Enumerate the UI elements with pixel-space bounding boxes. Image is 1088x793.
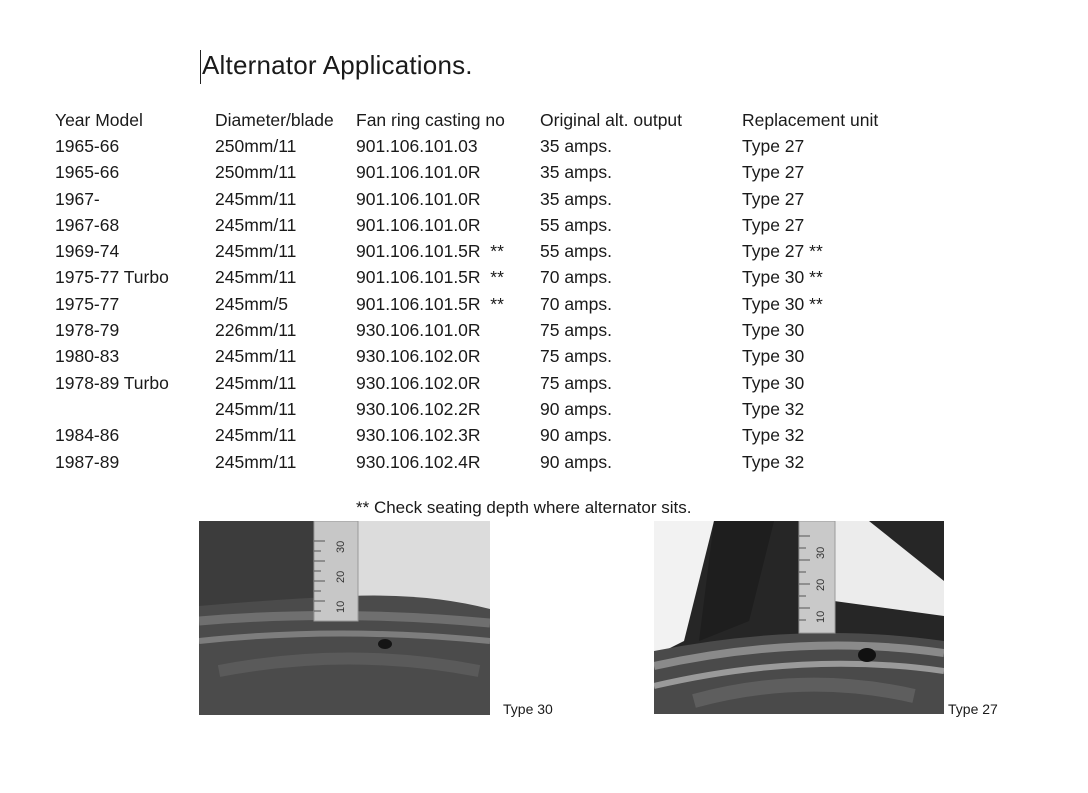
cell-original-output: 35 amps. (540, 135, 612, 156)
type-30-photo (199, 521, 490, 715)
cell-replacement-unit: Type 30 ** (742, 267, 823, 288)
header-original-output: Original alt. output (540, 109, 683, 130)
cell-replacement-unit: Type 30 (742, 372, 805, 393)
cell-diameter-blade: 245mm/5 (215, 293, 288, 314)
cell-replacement-unit: Type 27 (742, 162, 805, 183)
cell-original-output: 90 amps. (540, 451, 612, 472)
table-row (55, 396, 922, 422)
cell-original-output: 75 amps. (540, 372, 612, 393)
cell-year-model: 1975-77 (55, 293, 120, 314)
table-row (55, 344, 922, 370)
cell-year-model: 1978-79 (55, 320, 120, 341)
table-row (55, 423, 922, 449)
cell-diameter-blade: 245mm/11 (215, 346, 297, 367)
table-row (55, 291, 922, 317)
seating-depth-note: ** Check seating depth where alternator sits. (356, 498, 692, 517)
cell-replacement-unit: Type 30 (742, 346, 805, 367)
table-row (55, 317, 922, 343)
cell-replacement-unit: Type 30 (742, 320, 805, 341)
cell-casting-no: 930.106.102.0R (356, 346, 481, 367)
type-30-caption: Type 30 (503, 701, 553, 717)
cell-casting-no: 901.106.101.0R (356, 214, 481, 235)
cell-diameter-blade: 250mm/11 (215, 135, 297, 156)
cell-replacement-unit: Type 32 (742, 398, 805, 419)
ruler-tick-label: 10 (815, 610, 827, 623)
cell-original-output: 70 amps. (540, 293, 612, 314)
cell-casting-no: 901.106.101.5R ** (356, 267, 504, 288)
cell-original-output: 55 amps. (540, 241, 612, 262)
cell-year-model: 1967- (55, 188, 100, 209)
cell-diameter-blade: 250mm/11 (215, 162, 297, 183)
cell-casting-no: 901.106.101.5R ** (356, 241, 504, 262)
table-row (55, 370, 922, 396)
table-row (55, 186, 922, 212)
ruler-tick-label: 20 (815, 578, 827, 591)
applications-table (55, 107, 922, 475)
cell-replacement-unit: Type 32 (742, 425, 805, 446)
cell-original-output: 35 amps. (540, 162, 612, 183)
cell-replacement-unit: Type 27 (742, 188, 805, 209)
table-row (55, 133, 922, 159)
cell-casting-no: 901.106.101.0R (356, 162, 481, 183)
cell-original-output: 70 amps. (540, 267, 612, 288)
table-header-row (55, 107, 922, 133)
cell-original-output: 35 amps. (540, 188, 612, 209)
cell-casting-no: 901.106.101.0R (356, 188, 481, 209)
document-title: Alternator Applications. (202, 50, 473, 80)
cell-year-model: 1967-68 (55, 214, 120, 235)
cell-casting-no: 930.106.102.2R (356, 398, 481, 419)
cell-diameter-blade: 245mm/11 (215, 214, 297, 235)
cell-replacement-unit: Type 30 ** (742, 293, 823, 314)
table-body (55, 133, 922, 475)
cell-original-output: 90 amps. (540, 425, 612, 446)
cell-replacement-unit: Type 27 (742, 135, 805, 156)
header-year-model: Year Model (55, 109, 143, 130)
ruler-tick-label: 30 (335, 540, 347, 553)
cell-year-model: 1975-77 Turbo (55, 267, 169, 288)
cell-diameter-blade: 245mm/11 (215, 451, 297, 472)
cell-original-output: 75 amps. (540, 320, 612, 341)
cell-original-output: 55 amps. (540, 214, 612, 235)
cell-casting-no: 930.106.102.0R (356, 372, 481, 393)
cell-diameter-blade: 226mm/11 (215, 320, 297, 341)
header-replacement-unit: Replacement unit (742, 109, 879, 130)
cell-diameter-blade: 245mm/11 (215, 372, 297, 393)
cell-year-model (55, 396, 215, 422)
table-row (55, 449, 922, 475)
cell-replacement-unit: Type 27 ** (742, 241, 823, 262)
cell-casting-no: 930.106.102.3R (356, 425, 481, 446)
header-casting-no: Fan ring casting no (356, 109, 505, 130)
cell-diameter-blade: 245mm/11 (215, 267, 297, 288)
cell-year-model: 1965-66 (55, 135, 120, 156)
cell-year-model: 1980-83 (55, 346, 120, 367)
cell-diameter-blade: 245mm/11 (215, 425, 297, 446)
cell-diameter-blade: 245mm/11 (215, 241, 297, 262)
cell-diameter-blade: 245mm/11 (215, 188, 297, 209)
type-27-photo (654, 521, 944, 714)
cell-casting-no: 901.106.101.03 (356, 135, 478, 156)
header-diameter-blade: Diameter/blade (215, 109, 334, 130)
cell-casting-no: 930.106.102.4R (356, 451, 481, 472)
table-row (55, 212, 922, 238)
cell-year-model: 1965-66 (55, 162, 120, 183)
cell-diameter-blade: 245mm/11 (215, 398, 297, 419)
text-cursor (200, 50, 201, 84)
cell-replacement-unit: Type 32 (742, 451, 805, 472)
cell-replacement-unit: Type 27 (742, 214, 805, 235)
cell-year-model: 1987-89 (55, 451, 120, 472)
table-row (55, 265, 922, 291)
cell-year-model: 1984-86 (55, 425, 120, 446)
cell-year-model: 1978-89 Turbo (55, 372, 169, 393)
cell-original-output: 90 amps. (540, 398, 612, 419)
table-row (55, 160, 922, 186)
ruler-tick-label: 30 (815, 546, 827, 559)
cell-year-model: 1969-74 (55, 241, 120, 262)
ruler-tick-label: 10 (335, 600, 347, 613)
table-row (55, 238, 922, 264)
cell-casting-no: 930.106.101.0R (356, 320, 481, 341)
cell-casting-no: 901.106.101.5R ** (356, 293, 504, 314)
type-27-caption: Type 27 (948, 701, 998, 717)
ruler-tick-label: 20 (335, 570, 347, 583)
cell-original-output: 75 amps. (540, 346, 612, 367)
